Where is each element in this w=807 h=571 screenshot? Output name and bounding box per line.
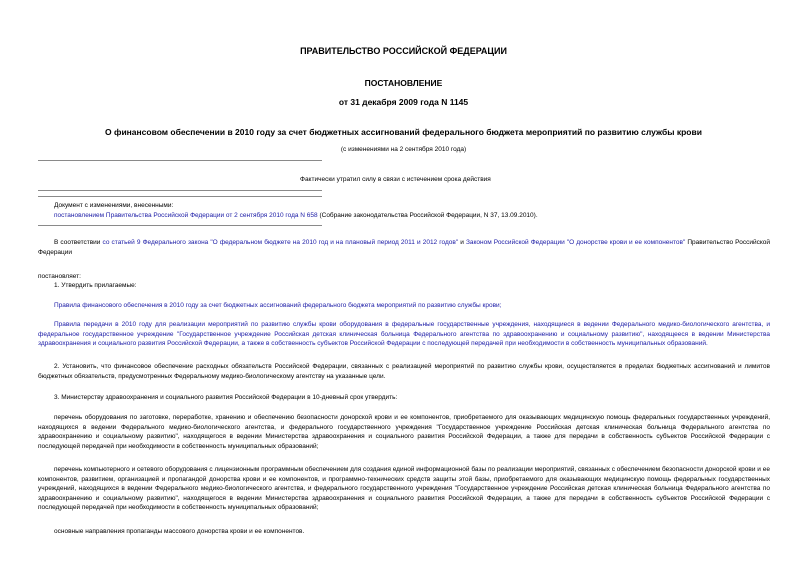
item-1: 1. Утвердить прилагаемые: [54, 282, 137, 289]
divider [38, 225, 322, 226]
status-note: Фактически утратил силу в связи с истечением срока действия [300, 176, 491, 183]
federal-budget-law-link[interactable]: со статьей 9 Федерального закона "О федеральном бюджете на 2010 год и на плановый период 2011 и 2012 годов" [102, 239, 459, 246]
document-date-number: от 31 декабря 2009 года N 1145 [338, 97, 469, 107]
amendment-decree-link[interactable]: постановлением Правительства Российской Федерации от 2 сентября 2010 года N 658 [54, 212, 318, 219]
divider [38, 160, 322, 161]
rules-financing-link[interactable]: Правила финансового обеспечения в 2010 году за счет бюджетных ассигнований федерального бюджета мероприятий по развитию службы крови; [54, 302, 502, 309]
rules-transfer-link[interactable]: Правила передачи в 2010 году для реализации мероприятий по развитию службы крови оборудования в федеральные государственные учреждения, находящиеся в ведении Федерального медико-биологического агентства, и федеральное государственное учреждение "Государственное учреждение Российская детская клиническая больница Федерального агентства по здравоохранению и социальному развитию", находящееся в ведении Министерства здравоохранения и социального развития Российской Федерации, а также в собственность субъектов Российской Федерации с последующей передачей при необходимости в собственность муниципальных образований. [38, 321, 770, 348]
document-title: О финансовом обеспечении в 2010 году за счет бюджетных ассигнований федерального бюджета мероприятий по развитию службы крови [105, 127, 702, 137]
document-type: ПОСТАНОВЛЕНИЕ [364, 78, 443, 88]
preamble-paragraph: В соответствии со статьей 9 Федерального закона "О федеральном бюджете на 2010 год и на плановый период 2011 и 2012 годов" и Законом Российской Федерации "О донорстве крови и ее компонентов" Правительство Российской Федерации [38, 239, 770, 256]
item-2: 2. Установить, что финансовое обеспечение расходных обязательств Российской Федерации, связанных с реализацией мероприятий по развитию службы крови, осуществляется в пределах бюджетных ассигнований и лимитов бюджетных обязательств, предусмотренных Федеральному медико-биологическому агентству на указанные цели. [38, 363, 770, 380]
changes-note: (с изменениями на 2 сентября 2010 года) [340, 146, 467, 153]
item-3: 3. Министерству здравоохранения и социального развития Российской Федерации в 10-дневный срок утвердить: [54, 394, 398, 401]
list-item-propaganda: основные направления пропаганды массового донорства крови и ее компонентов. [54, 528, 305, 535]
issuing-authority: ПРАВИТЕЛЬСТВО РОССИЙСКОЙ ФЕДЕРАЦИИ [300, 46, 507, 56]
blood-donation-law-link[interactable]: Законом Российской Федерации "О донорстве крови и ее компонентов" [465, 239, 686, 246]
list-item-computer-equipment: перечень компьютерного и сетевого оборудования с лицензионным программным обеспечением для создания единой информационной базы по реализации мероприятий, связанных с обеспечением безопасности донорской крови и ее компонентов, развитием, организацией и пропагандой донорства крови и ее компонентов, и программно-технических средств защиты этой базы, приобретаемого для оказывающих медицинскую помощь федеральных государственных учреждений, находящихся в ведении Федерального медико-биологического агентства, и федерального государственного учреждения "Государственное учреждение Российская детская клиническая больница Федерального агентства по здравоохранению и социальному развитию", находящегося в ведении Министерства здравоохранения и социального развития Российской Федерации, а также для передачи в собственность субъектов Российской Федерации с последующей передачей при необходимости в собственность муниципальных образований; [38, 466, 770, 512]
divider [38, 196, 322, 197]
list-item-equipment: перечень оборудования по заготовке, переработке, хранению и обеспечению безопасности донорской крови и ее компонентов, приобретаемого для оказывающих медицинскую помощь федеральных государственных учреждений, находящихся в ведении Федерального медико-биологического агентства, и федерального государственного учреждения "Государственное учреждение Российская детская клиническая больница Федерального агентства по здравоохранению и социальному развитию", находящегося в ведении Министерства здравоохранения и социального развития Российской Федерации, а также для передачи в собственность субъектов Российской Федерации с последующей передачей при необходимости в собственность муниципальных образований; [38, 414, 770, 450]
divider [38, 190, 322, 191]
rules-transfer-paragraph [38, 320, 770, 349]
rules-financing-link-line [54, 301, 502, 310]
amendment-source: (Собрание законодательства Российской Федерации, N 37, 13.09.2010). [317, 212, 538, 219]
amendments-label: Документ с изменениями, внесенными: [54, 202, 174, 209]
amendments-line [54, 211, 538, 220]
decides-text: постановляет: [38, 273, 81, 280]
